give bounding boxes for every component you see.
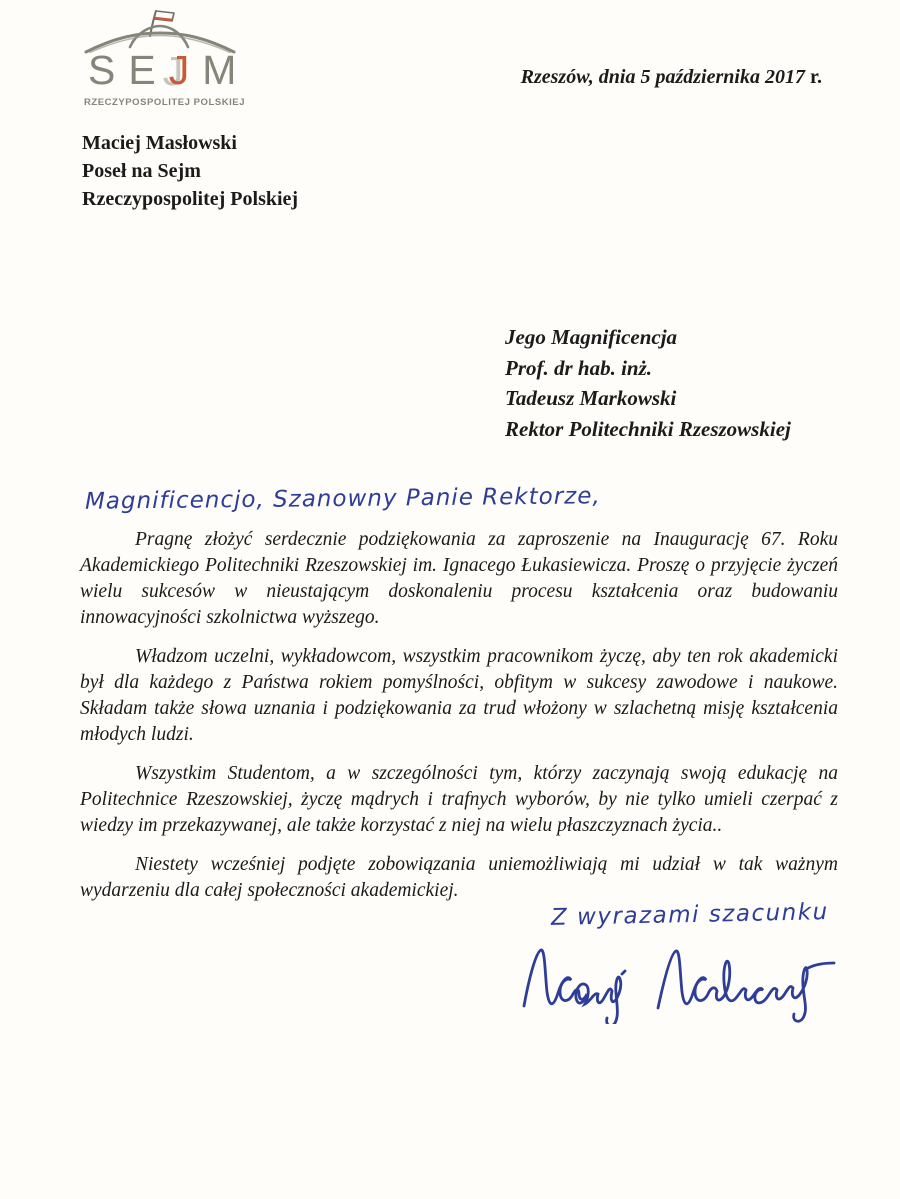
recipient-honorific: Jego Magnificencja — [505, 325, 678, 349]
sejm-wordmark — [88, 47, 250, 93]
sejm-letter-s: S — [88, 47, 129, 93]
sejm-subtitle: RZECZYPOSPOLITEJ POLSKIEJ — [84, 97, 246, 108]
paragraph-4: Niestety wcześniej podjęte zobowiązania uniemożliwiają mi udział w tak ważnym wydarzeniu dla całej społeczności akademickiej. — [80, 854, 838, 901]
sejm-letter-j: J — [168, 47, 203, 93]
sejm-letter-m: M — [202, 47, 250, 93]
sender-title-2: Rzeczypospolitej Polskiej — [82, 188, 299, 210]
sejm-letter-e: E — [128, 47, 169, 93]
sejm-letterhead-logo — [84, 6, 250, 108]
letter-body — [80, 527, 838, 917]
recipient-degrees: Prof. dr hab. inż. — [505, 355, 653, 380]
recipient-block — [505, 322, 791, 444]
signature-scrawl-icon — [512, 936, 842, 1024]
signature — [512, 936, 842, 1029]
sender-name: Maciej Masłowski — [82, 132, 237, 154]
paragraph-1: Pragnę złożyć serdecznie podziękowania za zaproszenie na Inaugurację 67. Roku Akademickiego Politechniki Rzeszowskiej im. Ignacego Łukasiewicza. Proszę o przyjęcie życzeń wielu sukcesów w nieustającym doskonaleniu procesu kształcenia oraz budowaniu innowacyjności szkolnictwa wyższego. — [80, 529, 838, 628]
recipient-name: Tadeusz Markowski — [505, 386, 677, 410]
sender-title: Poseł na Sejm — [82, 160, 201, 182]
date-line — [521, 66, 822, 89]
date-suffix: r. — [809, 66, 822, 88]
date-main: Rzeszów, dnia 5 października 2017 — [520, 66, 805, 88]
recipient-position: Rektor Politechniki Rzeszowskiej — [505, 416, 791, 441]
paragraph-3: Wszystkim Studentom, a w szczególności tym, którzy zaczynają swoją edukację na Politechnice Rzeszowskiej, życzę mądrych i trafnych wyborów, by nie tylko umieli czerpać z wiedzy im przekazywanej, ale także korzystać z niej na wielu płaszczyznach życia.. — [80, 763, 838, 836]
handwritten-greeting: Magnificencjo, Szanowny Panie Rektorze, — [84, 483, 601, 515]
paragraph-2: Władzom uczelni, wykładowcom, wszystkim pracownikom życzę, aby ten rok akademicki był dla każdego z Państwa rokiem pomyślności, obfitym w sukcesy zawodowe i naukowe. Składam także słowa uznania i podziękowania za trud włożony w szlachetną misję kształcenia młodych ludzi. — [80, 646, 838, 745]
sender-block — [82, 129, 298, 213]
handwritten-closing: Z wyrazami szacunku — [550, 899, 829, 931]
